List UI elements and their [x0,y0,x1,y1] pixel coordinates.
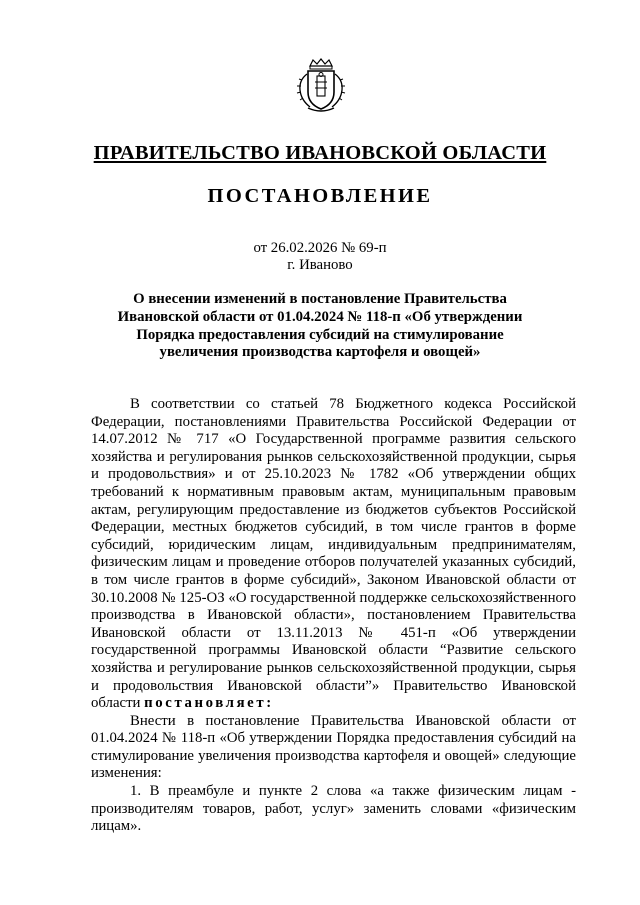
ivanovo-coat-of-arms-icon [296,58,346,114]
decree-subject: О внесении изменений в постановление Правительства Ивановской области от 01.04.2024 № 118-п «Об утверждении Порядка предоставления субсидий на стимулирование увеличения производства картофеля и овощей» [117,291,523,361]
decree-city: г. Иваново [287,257,353,273]
document-type-heading: ПОСТАНОВЛЕНИЕ [207,185,433,207]
intro-paragraph: Внести в постановление Правительства Ивановской области от 01.04.2024 № 118-п «Об утверждении Порядка предоставления субсидий на стимулирование увеличения производства картофеля и овощей» следующие изменения: [91,712,576,782]
preamble-text: В соответствии со статьей 78 Бюджетного кодекса Российской Федерации, постановлениями Правительства Российской Федерации от 14.07.2012 № 717 «О Государственной программе развития сельского хозяйства и регулирования рынков сельскохозяйственной продукции, сырья и продовольствия» и от 25.10.2023 № 1782 «Об утверждении общих требований к нормативным правовым актам, муниципальным правовым актам, регулирующим предоставление из бюджетов субъектов Российской Федерации, местных бюджетов субсидий, в том числе грантов в форме субсидий, юридическим лицам, индивидуальным предпринимателям, физическим лицам и проведение отборов получателей указанных субсидий, в том числе грантов в форме субсидий», Законом Ивановской области от 30.10.2008 № 125-ОЗ «О государственной поддержке сельскохозяйственного производства в Ивановской области», постановлением Правительства Ивановской области от 13.11.2013 № 451-п «Об утверждении государственной программы Ивановской области “Развитие сельского хозяйства и регулирование рынков сельскохозяйственной продукции, сырья и продовольствия Ивановской области”» Правительство Ивановской области [91,396,576,712]
decree-date-number: от 26.02.2026 № 69-п [253,240,387,256]
resolves-keyword: постановляет: [144,695,274,712]
preamble-paragraph [91,396,576,713]
decree-body [91,396,576,836]
government-title: ПРАВИТЕЛЬСТВО ИВАНОВСКОЙ ОБЛАСТИ [93,142,547,164]
amendment-item-1: 1. В преамбуле и пункте 2 слова «а также физическим лицам - производителям товаров, работ, услуг» заменить словами «физическим лицам». [91,783,576,835]
